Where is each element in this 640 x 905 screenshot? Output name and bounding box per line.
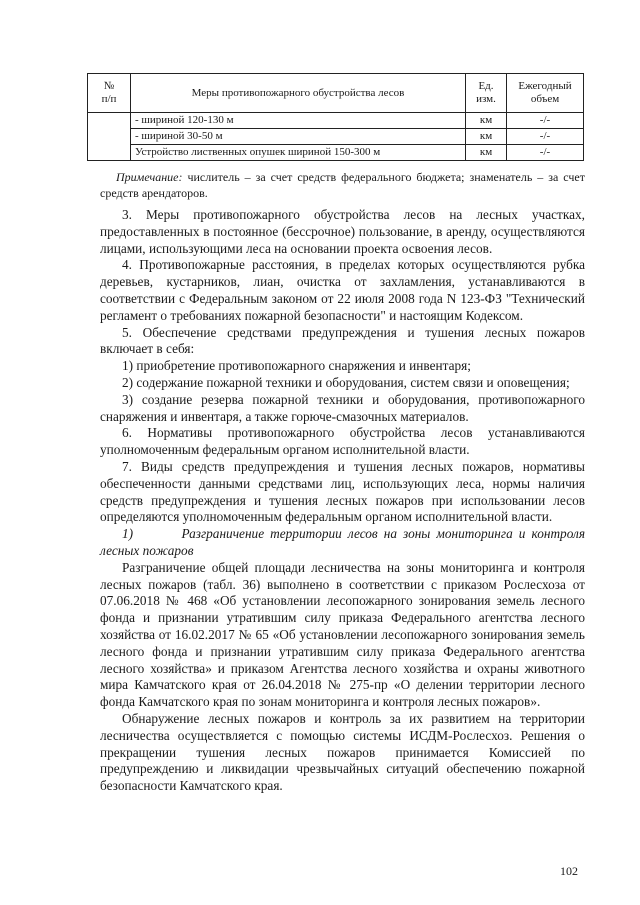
list-item: 3) создание резерва пожарной техники и оборудования, противопожарного снаряжения и инвентаря, а также горюче-смазочных материалов. xyxy=(100,391,585,424)
list-item: 1) приобретение противопожарного снаряжения и инвентаря; xyxy=(122,358,471,374)
note-text: числитель – за счет средств федерального бюджета; знаменатель – за счет средств арендаторов. xyxy=(100,170,585,200)
table-row xyxy=(88,145,584,161)
table-row xyxy=(88,129,584,145)
table-row xyxy=(88,113,584,129)
cell-annual: -/- xyxy=(507,129,584,145)
paragraph: 4. Противопожарные расстояния, в пределах которых осуществляются рубка деревьев, кустарников, лиан, очистка от захламления, устанавливаются в соответствии с Федеральным законом от 22 июля 2008 года N 123-ФЗ "Технический регламент о требованиях пожарной безопасности" и настоящим Кодексом. xyxy=(100,257,585,323)
paragraph: 6. Нормативы противопожарного обустройства лесов устанавливаются уполномоченным федеральным органом исполнительной власти. xyxy=(100,425,585,458)
cell-unit: км xyxy=(466,129,507,145)
list-item: 2) содержание пожарной техники и оборудования, систем связи и оповещения; xyxy=(122,374,570,390)
paragraph: Разграничение общей площади лесничества на зоны мониторинга и контроля лесных пожаров (табл. 36) выполнено в соответствии с приказом Рослесхоза от 07.06.2018 № 468 «Об установлении лесопожарного зонирования земель лесного фонда и признании утратившим силу приказа Федерального агентства лесного хозяйства от 16.02.2017 № 65 «Об установлении лесопожарного зонирования земель лесного фонда и признании утратившим силу приказа Федерального агентства лесного хозяйства» и приказом Агентства лесного хозяйства и охраны животного мира Камчатского края от 26.04.2018 № 275-пр «О делении территории лесного фонда Камчатского края по зонам мониторинга и контроля лесных пожаров». xyxy=(100,559,585,710)
header-measure: Меры противопожарного обустройства лесов xyxy=(131,74,466,113)
cell-annual: -/- xyxy=(507,145,584,161)
note-label: Примечание: xyxy=(116,170,183,184)
fire-measures-table xyxy=(87,73,584,161)
paragraph: 3. Меры противопожарного обустройства лесов на лесных участках, предоставленных в постоянное (бессрочное) пользование, в аренду, осуществляются лицами, использующими леса на основании проекта освоения лесов. xyxy=(100,207,585,256)
header-no: № п/п xyxy=(88,74,131,113)
cell-no xyxy=(88,113,131,161)
cell-measure: - шириной 120-130 м xyxy=(131,113,466,129)
header-unit: Ед. изм. xyxy=(466,74,507,113)
cell-measure: - шириной 30-50 м xyxy=(131,129,466,145)
cell-unit: км xyxy=(466,145,507,161)
header-annual: Ежегодный объем xyxy=(507,74,584,113)
cell-annual: -/- xyxy=(507,113,584,129)
cell-unit: км xyxy=(466,113,507,129)
paragraph: 5. Обеспечение средствами предупреждения и тушения лесных пожаров включает в себя: xyxy=(100,324,585,357)
paragraph: Обнаружение лесных пожаров и контроль за их развитием на территории лесничества осуществляется с помощью системы ИСДМ-Рослесхоз. Решения о прекращении тушения лесных пожаров принимается Комиссией по предупреждению и ликвидации чрезвычайных ситуаций обеспечению пожарной безопасности Камчатского края. xyxy=(100,710,585,794)
paragraph: 7. Виды средств предупреждения и тушения лесных пожаров, нормативы обеспеченности данными средствами лиц, использующих леса, нормы наличия средств предупреждения и тушения лесных пожаров при использовании лесов определяются уполномоченным федеральным органом исполнительной власти. xyxy=(100,458,585,525)
table-header-row xyxy=(88,74,584,113)
cell-measure: Устройство лиственных опушек шириной 150-300 м xyxy=(131,145,466,161)
page-number: 102 xyxy=(560,864,578,878)
body-text xyxy=(100,207,589,795)
table-note xyxy=(100,169,585,201)
section-heading: 1) Разграничение территории лесов на зоны мониторинга и контроля лесных пожаров xyxy=(100,526,589,558)
